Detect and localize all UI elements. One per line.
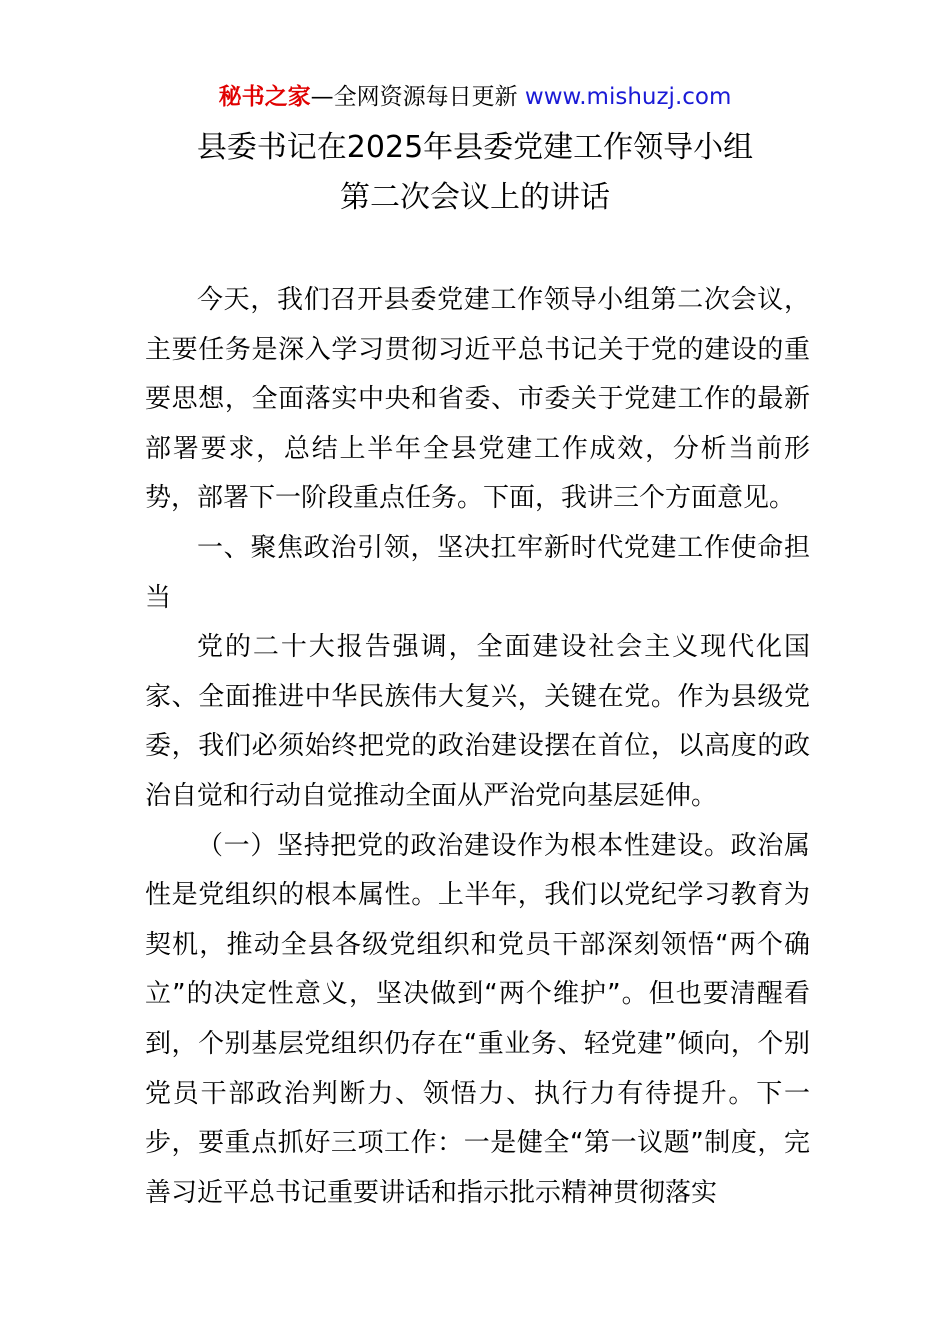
paragraph-intro: 今天，我们召开县委党建工作领导小组第二次会议，主要任务是深入学习贯彻习近平总书记关于党的建设的重要思想，全面落实中央和省委、市委关于党建工作的最新部署要求，总结上半年全县党建工作成效，分析当前形势，部署下一阶段重点任务。下面，我讲三个方面意见。 [145,285,810,514]
section-heading-1: 一、聚焦政治引领，坚决扛牢新时代党建工作使命担当 [145,532,810,613]
site-url-link[interactable]: www.mishuzj.com [524,84,732,110]
paragraph-section-1-intro: 党的二十大报告强调，全面建设社会主义现代化国家、全面推进中华民族伟大复兴，关键在党。作为县级党委，我们必须始终把党的政治建设摆在首位，以高度的政治自觉和行动自觉推动全面从严治党向基层延伸。 [145,632,810,811]
document-title-line-2: 第二次会议上的讲话 [340,180,610,215]
site-slogan: —全网资源每日更新 [310,84,525,110]
site-header [0,80,950,114]
paragraph-subsection-1: （一）坚持把党的政治建设作为根本性建设。政治属性是党组织的根本属性。上半年，我们以党纪学习教育为契机，推动全县各级党组织和党员干部深刻领悟“两个确立”的决定性意义，坚决做到“两个维护”。但也要清醒看到，个别基层党组织仍存在“重业务、轻党建”倾向，个别党员干部政治判断力、领悟力、执行力有待提升。下一步，要重点抓好三项工作：一是健全“第一议题”制度，完善习近平总书记重要讲话和指示批示精神贯彻落实 [145,830,810,1208]
document-body [145,276,810,1218]
document-title-line-1: 县委书记在2025年县委党建工作领导小组 [196,130,754,165]
site-brand: 秘书之家 [218,84,311,110]
